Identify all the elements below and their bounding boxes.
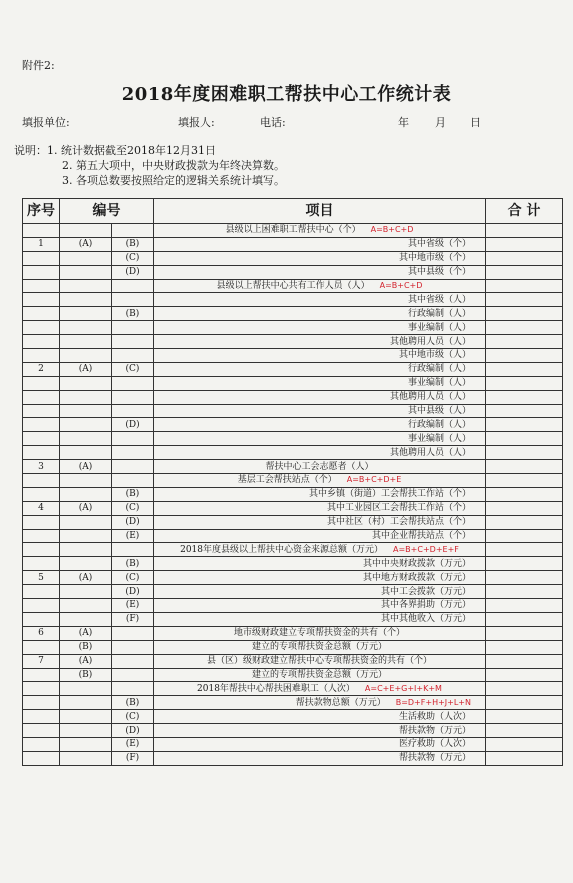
table-row [23, 626, 563, 640]
row-item [154, 251, 486, 265]
table-row [23, 237, 563, 251]
row-seq: 3 [23, 460, 60, 474]
row-item [154, 224, 486, 238]
row-seq [23, 418, 60, 432]
row-seq [23, 474, 60, 488]
row-sub [112, 460, 154, 474]
row-code: (B) [60, 668, 112, 682]
row-code [60, 404, 112, 418]
table-row [23, 474, 563, 488]
row-total-input[interactable] [486, 404, 563, 418]
row-seq [23, 557, 60, 571]
row-sub [112, 640, 154, 654]
row-seq [23, 279, 60, 293]
row-item [154, 487, 486, 501]
row-sub: (E) [112, 737, 154, 751]
row-item [154, 529, 486, 543]
row-item [154, 612, 486, 626]
row-formula: B=D+F+H+J+L+N [395, 697, 471, 707]
row-seq [23, 515, 60, 529]
row-code [60, 307, 112, 321]
row-seq [23, 696, 60, 710]
row-code [60, 376, 112, 390]
row-total-input[interactable] [486, 362, 563, 376]
row-seq [23, 321, 60, 335]
row-item [154, 543, 486, 557]
table-row [23, 335, 563, 349]
row-total-input[interactable] [486, 737, 563, 751]
row-code: (B) [60, 640, 112, 654]
row-seq [23, 335, 60, 349]
row-item-label: 事业编制（人） [407, 322, 471, 333]
row-sub: (D) [112, 585, 154, 599]
row-seq [23, 682, 60, 696]
row-total-input[interactable] [486, 321, 563, 335]
fill-day-label: 日 [470, 116, 481, 129]
row-item-label: 事业编制（人） [407, 433, 471, 444]
row-item-label: 行政编制（人） [407, 419, 471, 430]
row-seq [23, 487, 60, 501]
table-row [23, 612, 563, 626]
row-code [60, 265, 112, 279]
row-total-input[interactable] [486, 390, 563, 404]
row-sub: (E) [112, 529, 154, 543]
table-row [23, 599, 563, 613]
table-row [23, 418, 563, 432]
row-total-input[interactable] [486, 432, 563, 446]
row-code [60, 487, 112, 501]
row-sub [112, 390, 154, 404]
row-sub [112, 543, 154, 557]
row-item [154, 460, 486, 474]
row-code [60, 612, 112, 626]
row-code [60, 446, 112, 460]
row-total-input[interactable] [486, 626, 563, 640]
row-sub [112, 224, 154, 238]
row-seq [23, 251, 60, 265]
row-total-input[interactable] [486, 474, 563, 488]
row-item [154, 571, 486, 585]
row-seq: 4 [23, 501, 60, 515]
row-item [154, 501, 486, 515]
table-row [23, 501, 563, 515]
row-item [154, 585, 486, 599]
row-item [154, 515, 486, 529]
row-formula: A=C+E+G+I+K+M [364, 683, 442, 693]
header-item: 项目 [154, 199, 486, 224]
table-row [23, 321, 563, 335]
row-sub: (D) [112, 265, 154, 279]
table-row [23, 668, 563, 682]
table-row [23, 265, 563, 279]
row-item [154, 737, 486, 751]
row-total-input[interactable] [486, 710, 563, 724]
header-seq: 序号 [23, 199, 60, 224]
row-item [154, 265, 486, 279]
row-total-input[interactable] [486, 724, 563, 738]
table-row [23, 543, 563, 557]
row-seq [23, 529, 60, 543]
row-code [60, 293, 112, 307]
row-item-label: 其中中央财政拨款（万元） [362, 558, 471, 569]
row-code: (A) [60, 501, 112, 515]
row-seq [23, 432, 60, 446]
row-seq [23, 265, 60, 279]
row-item-label: 其中县级（人） [407, 406, 471, 417]
row-item [154, 474, 486, 488]
table-row [23, 224, 563, 238]
row-total-input[interactable] [486, 529, 563, 543]
row-sub: (B) [112, 307, 154, 321]
row-item [154, 557, 486, 571]
row-code [60, 751, 112, 765]
row-sub [112, 626, 154, 640]
row-code [60, 349, 112, 363]
row-seq [23, 612, 60, 626]
row-item [154, 390, 486, 404]
row-total-input[interactable] [486, 224, 563, 238]
row-item-label: 2018年帮扶中心帮扶困难职工（人次） [197, 683, 355, 694]
row-item [154, 321, 486, 335]
table-row [23, 390, 563, 404]
row-code: (A) [60, 237, 112, 251]
row-seq: 1 [23, 237, 60, 251]
row-item [154, 710, 486, 724]
table-row [23, 487, 563, 501]
row-code [60, 682, 112, 696]
row-sub [112, 293, 154, 307]
table-row [23, 696, 563, 710]
note-1: 说明：1. 统计数据截至2018年12月31日 [14, 144, 216, 157]
row-seq [23, 599, 60, 613]
row-code [60, 335, 112, 349]
table-row [23, 737, 563, 751]
row-item [154, 724, 486, 738]
row-sub: (C) [112, 710, 154, 724]
row-seq [23, 751, 60, 765]
row-seq [23, 404, 60, 418]
row-seq: 5 [23, 571, 60, 585]
row-item [154, 751, 486, 765]
row-item-label: 县级以上困难职工帮扶中心（个） [225, 225, 361, 236]
table-row [23, 362, 563, 376]
row-item-label: 医疗救助（人次） [398, 739, 471, 750]
page-title: 2018年度困难职工帮扶中心工作统计表 [121, 84, 452, 105]
row-item [154, 279, 486, 293]
row-item [154, 432, 486, 446]
row-item-label: 其中地方财政拨款（万元） [362, 572, 471, 583]
row-item-label: 其中工业园区工会帮扶工作站（个） [326, 503, 471, 514]
row-item-label: 其他聘用人员（人） [389, 447, 471, 458]
table-row [23, 557, 563, 571]
table-row [23, 376, 563, 390]
row-sub: (B) [112, 237, 154, 251]
header-total: 合 计 [486, 199, 563, 224]
row-item-label: 其中县级（个） [407, 267, 471, 278]
row-item-label: 帮扶款物总额（万元） [295, 697, 386, 708]
row-seq [23, 724, 60, 738]
row-sub: (D) [112, 418, 154, 432]
row-item [154, 446, 486, 460]
row-sub: (B) [112, 557, 154, 571]
row-seq [23, 640, 60, 654]
fill-person-label: 填报人: [178, 116, 215, 129]
row-sub [112, 474, 154, 488]
row-total-input[interactable] [486, 501, 563, 515]
row-item-label: 其中地市级（人） [398, 350, 471, 361]
table-row [23, 515, 563, 529]
table-body [23, 224, 563, 766]
row-seq [23, 737, 60, 751]
row-seq [23, 224, 60, 238]
row-sub: (E) [112, 599, 154, 613]
row-seq [23, 543, 60, 557]
row-total-input[interactable] [486, 487, 563, 501]
row-item-label: 地市级财政建立专项帮扶资金的共有（个） [233, 628, 405, 639]
row-total-input[interactable] [486, 696, 563, 710]
table-row [23, 432, 563, 446]
row-total-input[interactable] [486, 251, 563, 265]
row-item-label: 行政编制（人） [407, 364, 471, 375]
row-seq [23, 710, 60, 724]
fill-unit-label: 填报单位: [22, 116, 70, 129]
header-code: 编号 [60, 199, 154, 224]
row-total-input[interactable] [486, 460, 563, 474]
row-item-label: 其中其他收入（万元） [380, 614, 471, 625]
row-seq: 7 [23, 654, 60, 668]
row-code [60, 390, 112, 404]
row-code [60, 599, 112, 613]
row-sub: (F) [112, 612, 154, 626]
row-seq [23, 376, 60, 390]
row-sub [112, 668, 154, 682]
row-item-label: 帮扶款物（万元） [398, 753, 471, 764]
table-row [23, 654, 563, 668]
row-code [60, 529, 112, 543]
row-item [154, 626, 486, 640]
row-seq [23, 585, 60, 599]
row-seq: 2 [23, 362, 60, 376]
row-seq [23, 307, 60, 321]
row-total-input[interactable] [486, 668, 563, 682]
fill-phone-label: 电话: [260, 116, 286, 129]
row-total-input[interactable] [486, 265, 563, 279]
row-item-label: 基层工会帮扶站点（个） [237, 475, 337, 486]
row-item [154, 293, 486, 307]
row-formula: A=B+C+D+E [346, 475, 402, 485]
row-item-label: 县（区）级财政建立帮扶中心专项帮扶资金的共有（个） [206, 656, 432, 667]
row-total-input[interactable] [486, 585, 563, 599]
table-row [23, 349, 563, 363]
row-code [60, 418, 112, 432]
fill-year-label: 年 [398, 116, 409, 129]
row-item-label: 事业编制（人） [407, 378, 471, 389]
row-code [60, 724, 112, 738]
table-row [23, 307, 563, 321]
row-total-input[interactable] [486, 349, 563, 363]
row-total-input[interactable] [486, 543, 563, 557]
row-total-input[interactable] [486, 376, 563, 390]
row-item-label: 2018年度县级以上帮扶中心资金来源总额（万元） [180, 544, 383, 555]
row-sub [112, 279, 154, 293]
row-total-input[interactable] [486, 599, 563, 613]
row-item-label: 其中各界捐助（万元） [380, 600, 471, 611]
row-code [60, 251, 112, 265]
table-header-row [23, 199, 563, 224]
row-code [60, 432, 112, 446]
row-code [60, 710, 112, 724]
row-sub [112, 321, 154, 335]
row-total-input[interactable] [486, 612, 563, 626]
row-item-label: 帮扶中心工会志愿者（人） [265, 461, 374, 472]
row-code [60, 557, 112, 571]
row-item-label: 其他聘用人员（人） [389, 336, 471, 347]
row-item-label: 其中省级（人） [407, 294, 471, 305]
row-item-label: 其中地市级（个） [398, 253, 471, 264]
row-sub: (C) [112, 251, 154, 265]
statistics-table [22, 198, 563, 766]
row-total-input[interactable] [486, 307, 563, 321]
row-sub [112, 446, 154, 460]
row-item-label: 其他聘用人员（人） [389, 392, 471, 403]
row-code: (A) [60, 571, 112, 585]
note-3: 3. 各项总数要按照给定的逻辑关系统计填写。 [62, 174, 285, 187]
row-item [154, 362, 486, 376]
row-code: (A) [60, 654, 112, 668]
row-item-label: 帮扶款物（万元） [398, 725, 471, 736]
row-code: (A) [60, 626, 112, 640]
fill-month-label: 月 [435, 116, 446, 129]
row-sub [112, 432, 154, 446]
row-item [154, 237, 486, 251]
row-item-label: 其中工会拨款（万元） [380, 586, 471, 597]
table-row [23, 640, 563, 654]
row-total-input[interactable] [486, 237, 563, 251]
row-code [60, 696, 112, 710]
row-total-input[interactable] [486, 293, 563, 307]
row-item-label: 生活救助（人次） [398, 711, 471, 722]
row-item [154, 404, 486, 418]
row-code [60, 543, 112, 557]
row-item [154, 682, 486, 696]
row-item [154, 696, 486, 710]
row-item-label: 建立的专项帮扶资金总额（万元） [251, 642, 387, 653]
row-seq [23, 446, 60, 460]
attachment-label: 附件2: [22, 59, 55, 72]
row-formula: A=B+C+D [379, 281, 423, 290]
row-total-input[interactable] [486, 335, 563, 349]
table-row [23, 724, 563, 738]
row-seq [23, 668, 60, 682]
row-seq [23, 390, 60, 404]
note-2: 2. 第五大项中，中央财政拨款为年终决算数。 [62, 159, 285, 172]
row-item [154, 668, 486, 682]
row-sub [112, 335, 154, 349]
row-total-input[interactable] [486, 654, 563, 668]
row-item [154, 640, 486, 654]
row-seq [23, 293, 60, 307]
row-sub: (C) [112, 501, 154, 515]
row-total-input[interactable] [486, 640, 563, 654]
row-item [154, 418, 486, 432]
table-row [23, 279, 563, 293]
row-item [154, 307, 486, 321]
row-code [60, 515, 112, 529]
row-sub: (B) [112, 487, 154, 501]
row-total-input[interactable] [486, 446, 563, 460]
row-seq [23, 349, 60, 363]
table-row [23, 293, 563, 307]
row-code [60, 224, 112, 238]
row-sub: (F) [112, 751, 154, 765]
row-code [60, 321, 112, 335]
row-total-input[interactable] [486, 571, 563, 585]
table-row [23, 404, 563, 418]
row-total-input[interactable] [486, 682, 563, 696]
row-total-input[interactable] [486, 751, 563, 765]
row-total-input[interactable] [486, 418, 563, 432]
row-total-input[interactable] [486, 557, 563, 571]
table-row [23, 251, 563, 265]
table-row [23, 585, 563, 599]
row-seq: 6 [23, 626, 60, 640]
row-item [154, 376, 486, 390]
row-sub: (C) [112, 571, 154, 585]
row-code: (A) [60, 460, 112, 474]
table-row [23, 682, 563, 696]
table-row [23, 460, 563, 474]
row-code [60, 474, 112, 488]
row-item [154, 335, 486, 349]
row-sub [112, 376, 154, 390]
row-item-label: 其中乡镇（街道）工会帮扶工作站（个） [308, 489, 471, 500]
row-sub: (C) [112, 362, 154, 376]
table-row [23, 529, 563, 543]
table-row [23, 710, 563, 724]
row-sub [112, 682, 154, 696]
row-sub [112, 404, 154, 418]
row-formula: A=B+C+D [370, 225, 414, 235]
row-item [154, 349, 486, 363]
table-row [23, 751, 563, 765]
table-row [23, 571, 563, 585]
row-sub: (B) [112, 696, 154, 710]
row-sub: (D) [112, 724, 154, 738]
row-sub [112, 349, 154, 363]
row-code [60, 585, 112, 599]
table-row [23, 446, 563, 460]
row-item-label: 其中省级（个） [407, 239, 471, 250]
row-item-label: 其中企业帮扶站点（个） [371, 531, 471, 542]
row-code [60, 279, 112, 293]
row-item-label: 建立的专项帮扶资金总额（万元） [251, 669, 387, 680]
row-item-label: 其中社区（村）工会帮扶站点（个） [326, 517, 471, 528]
row-total-input[interactable] [486, 515, 563, 529]
row-sub: (D) [112, 515, 154, 529]
row-item-label: 县级以上帮扶中心共有工作人员（人） [216, 281, 370, 291]
row-code: (A) [60, 362, 112, 376]
row-item [154, 599, 486, 613]
row-item [154, 654, 486, 668]
row-code [60, 737, 112, 751]
row-formula: A=B+C+D+E+F [393, 544, 459, 554]
row-sub [112, 654, 154, 668]
row-total-input[interactable] [486, 279, 563, 293]
row-item-label: 行政编制（人） [407, 308, 471, 319]
